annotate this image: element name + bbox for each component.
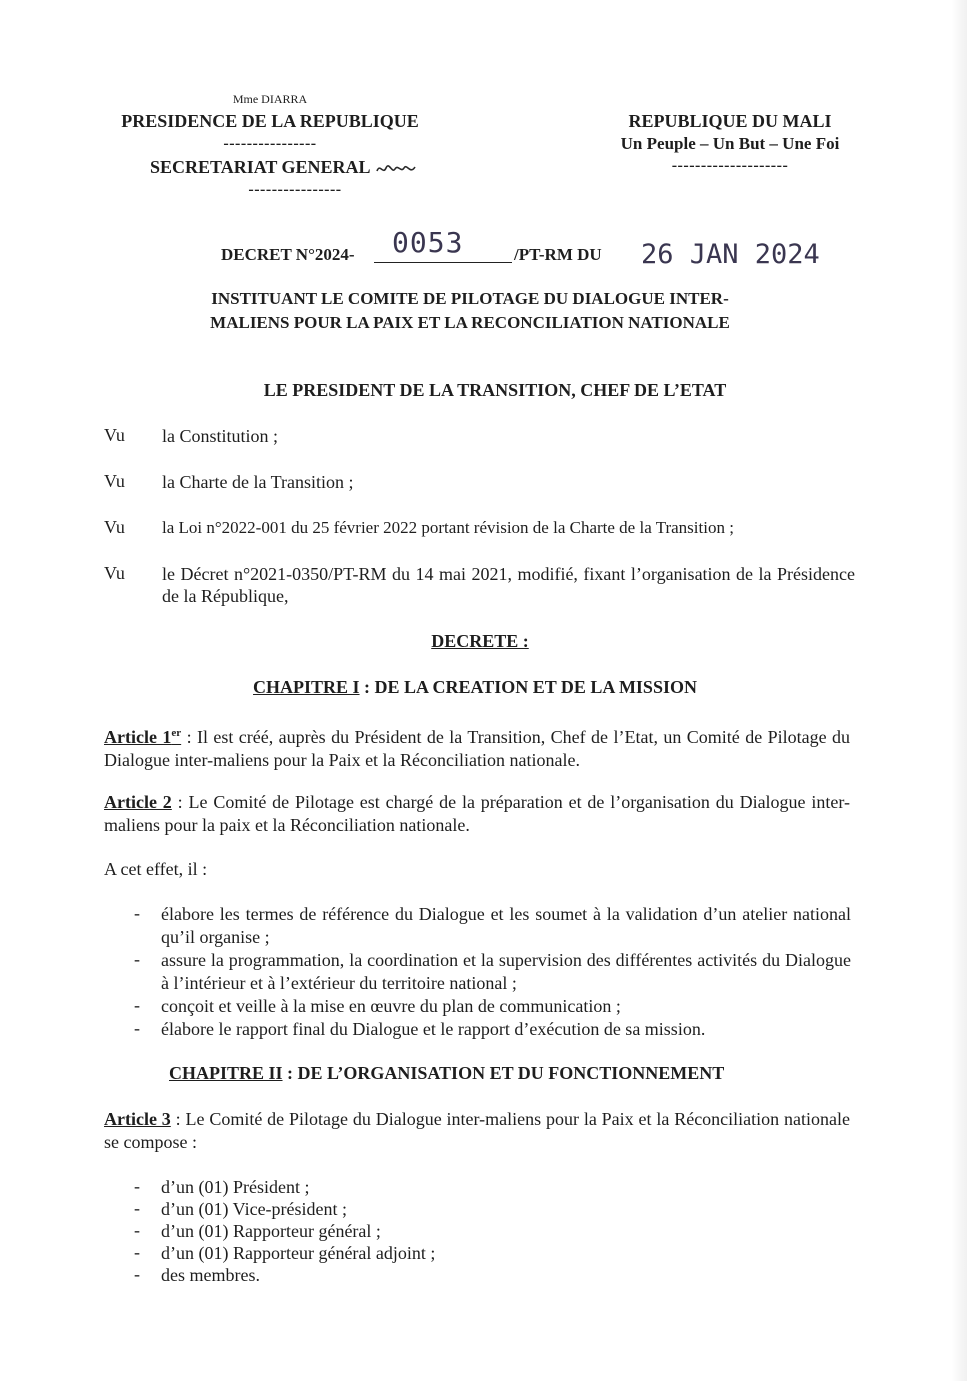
secretariat-heading <box>150 157 417 179</box>
list-dash: - <box>134 995 140 1015</box>
republic-heading: REPUBLIQUE DU MALI <box>628 111 832 131</box>
chapter-2-label: CHAPITRE II <box>169 1063 283 1083</box>
list-dash: - <box>134 949 140 969</box>
secretariat-label: SECRETARIAT GENERAL <box>150 157 370 177</box>
list-dash: - <box>134 1264 140 1284</box>
article-2-text: : Le Comité de Pilotage est chargé de la préparation et de l’organisation du Dialogue inter-maliens pour la paix et la Réconciliation nationale. <box>104 792 851 835</box>
article-3-text: : Le Comité de Pilotage du Dialogue inter-maliens pour la Paix et la Réconciliation nationale se compose : <box>104 1109 850 1152</box>
consideration-text: la Loi n°2022-001 du 25 février 2022 portant révision de la Charte de la Transition ; <box>162 518 734 537</box>
to-this-end: A cet effet, il : <box>104 859 208 879</box>
consideration-text: la Charte de la Transition ; <box>162 472 354 492</box>
page-edge-shadow <box>951 0 967 1381</box>
list-dash: - <box>134 1242 140 1262</box>
presidence-heading: PRESIDENCE DE LA REPUBLIQUE <box>121 111 419 131</box>
considerations-list <box>104 425 864 615</box>
decree-date-stamp: 26 JAN 2024 <box>641 239 820 270</box>
chapter-2-heading <box>169 1063 724 1084</box>
mission-text: élabore les termes de référence du Dialogue et les soumet à la validation d’un atelier national qu’il organise ; <box>161 904 851 947</box>
chapter-1-label: CHAPITRE I <box>253 677 360 697</box>
list-dash: - <box>134 1176 140 1196</box>
article-2 <box>104 791 850 837</box>
list-dash: - <box>134 903 140 923</box>
left-separator-2: ---------------- <box>248 181 342 198</box>
member-text: des membres. <box>161 1265 260 1285</box>
decree-middle: /PT-RM DU <box>514 245 602 264</box>
signature-mark <box>375 159 417 179</box>
mission-text: conçoit et veille à la mise en œuvre du plan de communication ; <box>161 996 621 1016</box>
mission-text: assure la programmation, la coordination et la supervision des différentes activités du Dialogue à l’intérieur et à l’extérieur du territoire national ; <box>161 950 851 993</box>
consideration-text: la Constitution ; <box>162 426 279 446</box>
left-separator-1: ---------------- <box>223 135 317 152</box>
decrete-label: DECRETE : <box>431 631 529 651</box>
article-3-label: Article 3 <box>104 1109 171 1129</box>
article-1 <box>104 722 850 772</box>
member-text: d’un (01) Rapporteur général adjoint ; <box>161 1243 436 1263</box>
president-heading: LE PRESIDENT DE LA TRANSITION, CHEF DE L’ETAT <box>263 380 727 400</box>
consideration-text: le Décret n°2021-0350/PT-RM du 14 mai 2021, modifié, fixant l’organisation de la Présidence de la République, <box>162 564 855 606</box>
article-3 <box>104 1108 850 1154</box>
chapter-2-title: : DE L’ORGANISATION ET DU FONCTIONNEMENT <box>282 1063 725 1083</box>
member-text: d’un (01) Rapporteur général ; <box>161 1221 381 1241</box>
article-2-label: Article 2 <box>104 792 172 812</box>
right-separator: -------------------- <box>671 157 789 174</box>
article-1-label-text: Article 1 <box>104 727 172 747</box>
decree-number-stamp: 0053 <box>392 226 464 259</box>
list-dash: - <box>134 1018 140 1038</box>
list-dash: - <box>134 1198 140 1218</box>
decree-title-line-2: MALIENS POUR LA PAIX ET LA RECONCILIATION NATIONALE <box>210 313 730 332</box>
members-list <box>134 1176 894 1296</box>
decree-number-underline <box>374 262 512 263</box>
member-text: d’un (01) Président ; <box>161 1177 310 1197</box>
article-1-sup: er <box>171 727 182 739</box>
chapter-1-heading <box>90 677 860 698</box>
initials-note <box>0 92 540 107</box>
article-1-text: : Il est créé, auprès du Président de la Transition, Chef de l’Etat, un Comité de Pilotage du Dialogue inter-maliens pour la Paix et la Réconciliation nationale. <box>104 727 850 770</box>
member-text: d’un (01) Vice-président ; <box>161 1199 348 1219</box>
decree-title-line-1: INSTITUANT LE COMITE DE PILOTAGE DU DIALOGUE INTER- <box>211 289 729 308</box>
decree-prefix: DECRET N°2024- <box>221 245 355 264</box>
decrete-heading <box>90 631 870 652</box>
article-1-label <box>104 727 181 747</box>
name-note: Mme DIARRA <box>232 92 308 106</box>
vu-label: Vu <box>104 563 125 583</box>
chapter-1-title: : DE LA CREATION ET DE LA MISSION <box>359 677 697 697</box>
vu-label: Vu <box>104 517 125 537</box>
mission-text: élabore le rapport final du Dialogue et le rapport d’exécution de sa mission. <box>161 1019 706 1039</box>
national-motto: Un Peuple – Un But – Une Foi <box>620 134 840 153</box>
vu-label: Vu <box>104 425 125 445</box>
missions-list <box>134 903 894 1038</box>
vu-label: Vu <box>104 471 125 491</box>
list-dash: - <box>134 1220 140 1240</box>
